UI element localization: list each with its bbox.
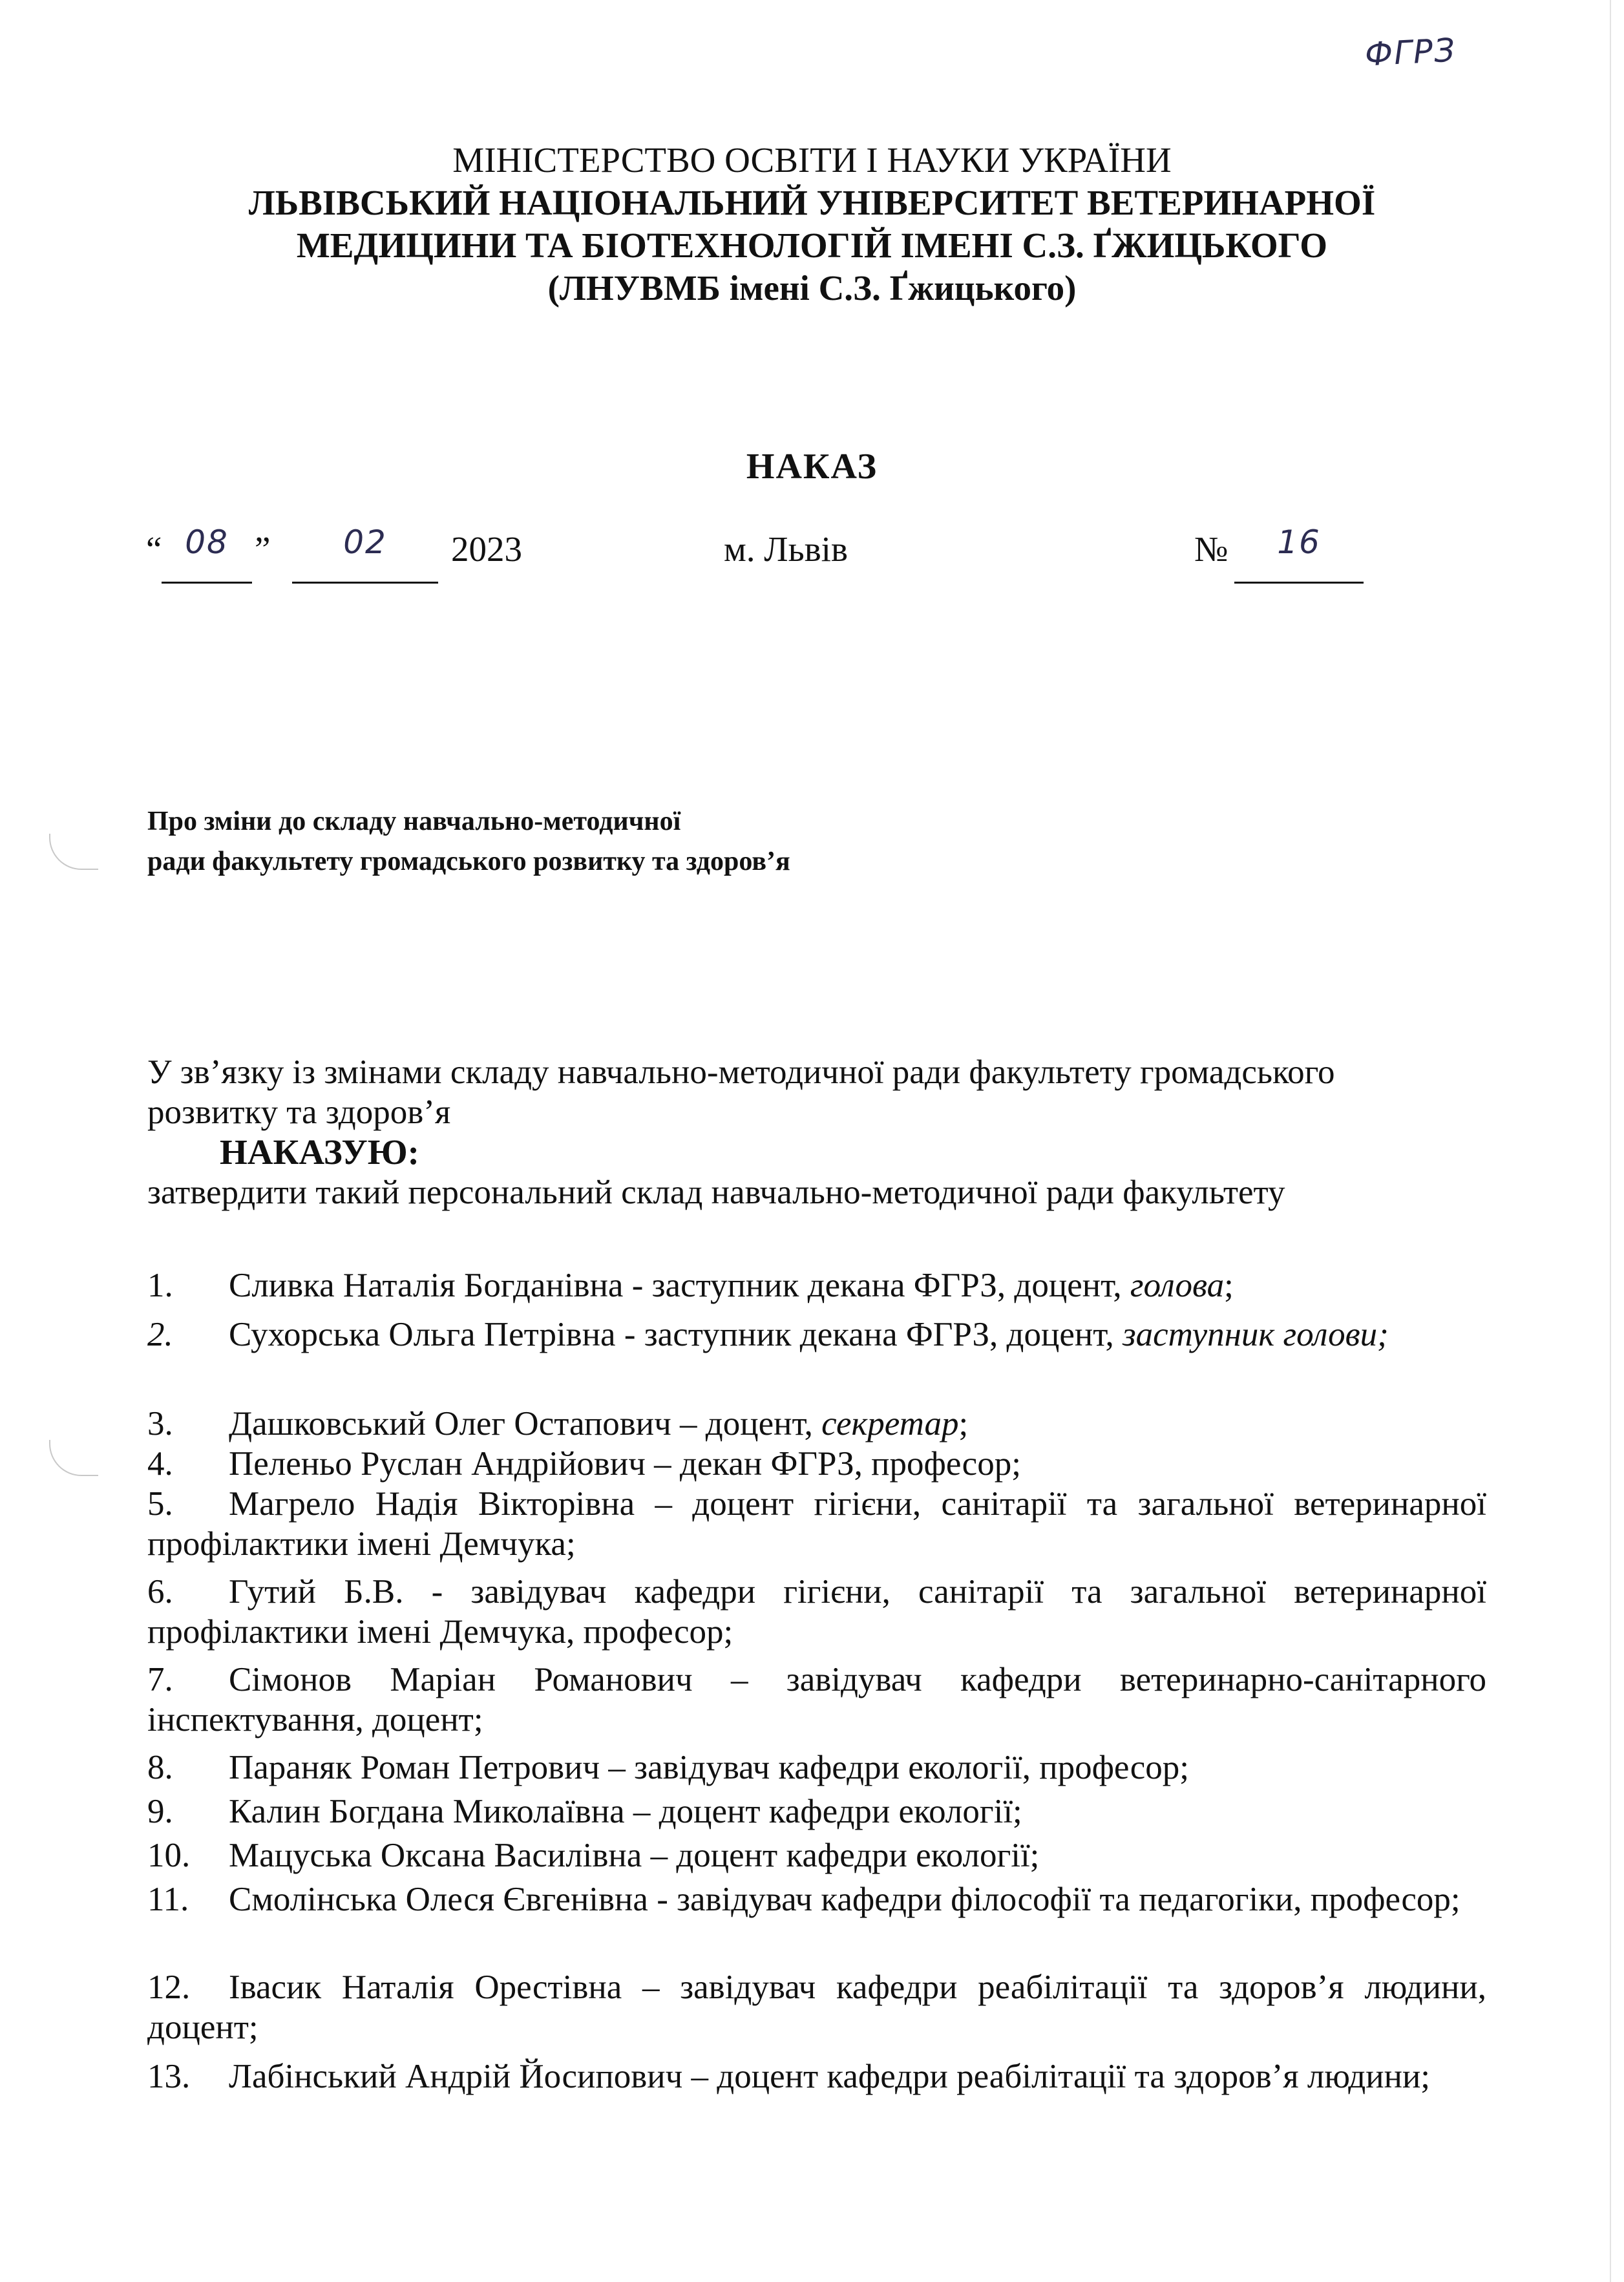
list-item <box>147 1484 1486 1564</box>
list-item <box>147 1748 1486 1788</box>
list-item <box>147 1572 1486 1652</box>
item-number: 10. <box>147 1837 191 1874</box>
item-role: заступник голови; <box>1122 1316 1389 1353</box>
item-number: 2. <box>147 1316 173 1353</box>
punch-hole-mark <box>49 834 98 870</box>
date-open-quote: “ <box>146 529 162 569</box>
subject-line2: ради факультету громадського розвитку та здоров’я <box>147 847 790 876</box>
item-text: Сухорська Ольга Петрівна - заступник декана ФГРЗ, доцент, <box>229 1316 1123 1353</box>
handwritten-day: 08 <box>185 523 229 561</box>
date-close-quote: ” <box>255 529 271 569</box>
handwritten-month: 02 <box>343 523 387 561</box>
decision-text: затвердити такий персональний склад навчально-методичної ради факультету <box>147 1174 1285 1211</box>
item-role: голова <box>1130 1267 1225 1304</box>
preamble-line2: розвитку та здоров’я <box>147 1093 451 1131</box>
date-year: 2023 <box>451 529 522 569</box>
item-text: Івасик Наталія Орестівна – завідувач кафедри реабілітації та здоров’я людини, доцент; <box>147 1969 1486 2046</box>
item-text: Пеленьо Руслан Андрійович – декан ФГРЗ, професор; <box>229 1445 1021 1483</box>
item-role: секретар <box>821 1405 959 1442</box>
item-end: ; <box>958 1405 969 1442</box>
document-header <box>0 139 1624 310</box>
university-name-line1: ЛЬВІВСЬКИЙ НАЦІОНАЛЬНИЙ УНІВЕРСИТЕТ ВЕТЕРИНАРНОЇ <box>248 183 1376 222</box>
city: м. Львів <box>724 529 848 569</box>
list-item <box>147 1404 1486 1444</box>
item-text: Сімонов Маріан Романович – завідувач кафедри ветеринарно-санітарного інспектування, доцент; <box>147 1661 1486 1738</box>
ministry-name: МІНІСТЕРСТВО ОСВІТИ І НАУКИ УКРАЇНИ <box>452 140 1172 180</box>
subject-line1: Про зміни до складу навчально-методичної <box>147 807 681 836</box>
item-text: Калин Богдана Миколаївна – доцент кафедри екології; <box>229 1793 1022 1830</box>
item-text: Смолінська Олеся Євгенівна - завідувач кафедри філософії та педагогіки, професор; <box>229 1881 1461 1918</box>
item-number: 6. <box>147 1573 173 1611</box>
handwritten-order-number: 16 <box>1277 523 1321 561</box>
item-text: Гутий Б.В. - завідувач кафедри гігієни, санітарії та загальної ветеринарної профілактики імені Демчука, професор; <box>147 1573 1486 1651</box>
item-number: 11. <box>147 1881 189 1918</box>
item-number: 8. <box>147 1749 173 1786</box>
item-text: Дашковський Олег Остапович – доцент, <box>229 1405 822 1442</box>
university-abbreviation: (ЛНУВМБ імені С.З. Ґжицького) <box>547 268 1077 308</box>
item-number: 7. <box>147 1661 173 1698</box>
punch-hole-mark <box>49 1440 98 1476</box>
item-text: Лабінський Андрій Йосипович – доцент кафедри реабілітації та здоров’я людини; <box>229 2058 1431 2095</box>
item-number: 5. <box>147 1485 173 1523</box>
list-item <box>147 1315 1486 1355</box>
document-title: НАКАЗ <box>746 447 878 487</box>
page-edge-shadow <box>1610 0 1611 2282</box>
order-word: НАКАЗУЮ: <box>220 1132 419 1172</box>
item-number: 12. <box>147 1969 191 2006</box>
list-item <box>147 1660 1486 1740</box>
list-item <box>147 1791 1486 1832</box>
list-item <box>147 2056 1486 2097</box>
item-number: 9. <box>147 1793 173 1830</box>
university-name-line2: МЕДИЦИНИ ТА БІОТЕХНОЛОГІЙ ІМЕНІ С.З. ҐЖИЦЬКОГО <box>296 226 1328 265</box>
order-number-label: № <box>1194 529 1229 569</box>
item-text: Мацуська Оксана Василівна – доцент кафедри екології; <box>229 1837 1040 1874</box>
list-item <box>147 1879 1486 1919</box>
preamble-line1: У зв’язку із змінами складу навчально-методичної ради факультету громадського <box>147 1053 1335 1091</box>
item-number: 1. <box>147 1267 173 1304</box>
order-subject <box>147 801 790 882</box>
list-item <box>147 1967 1486 2047</box>
item-number: 3. <box>147 1405 173 1442</box>
list-item <box>147 1444 1486 1484</box>
list-item <box>147 1835 1486 1875</box>
list-item <box>147 1265 1486 1305</box>
item-number: 4. <box>147 1445 173 1483</box>
item-text: Магрело Надія Вікторівна – доцент гігієни, санітарії та загальної ветеринарної профілактики імені Демчука; <box>147 1485 1486 1563</box>
item-text: Сливка Наталія Богданівна - заступник декана ФГРЗ, доцент, <box>229 1267 1130 1304</box>
item-text: Параняк Роман Петрович – завідувач кафедри екології, професор; <box>229 1749 1190 1786</box>
item-end: ; <box>1224 1267 1234 1304</box>
handwritten-corner-note: ФГРЗ <box>1364 31 1457 74</box>
item-number: 13. <box>147 2058 191 2095</box>
